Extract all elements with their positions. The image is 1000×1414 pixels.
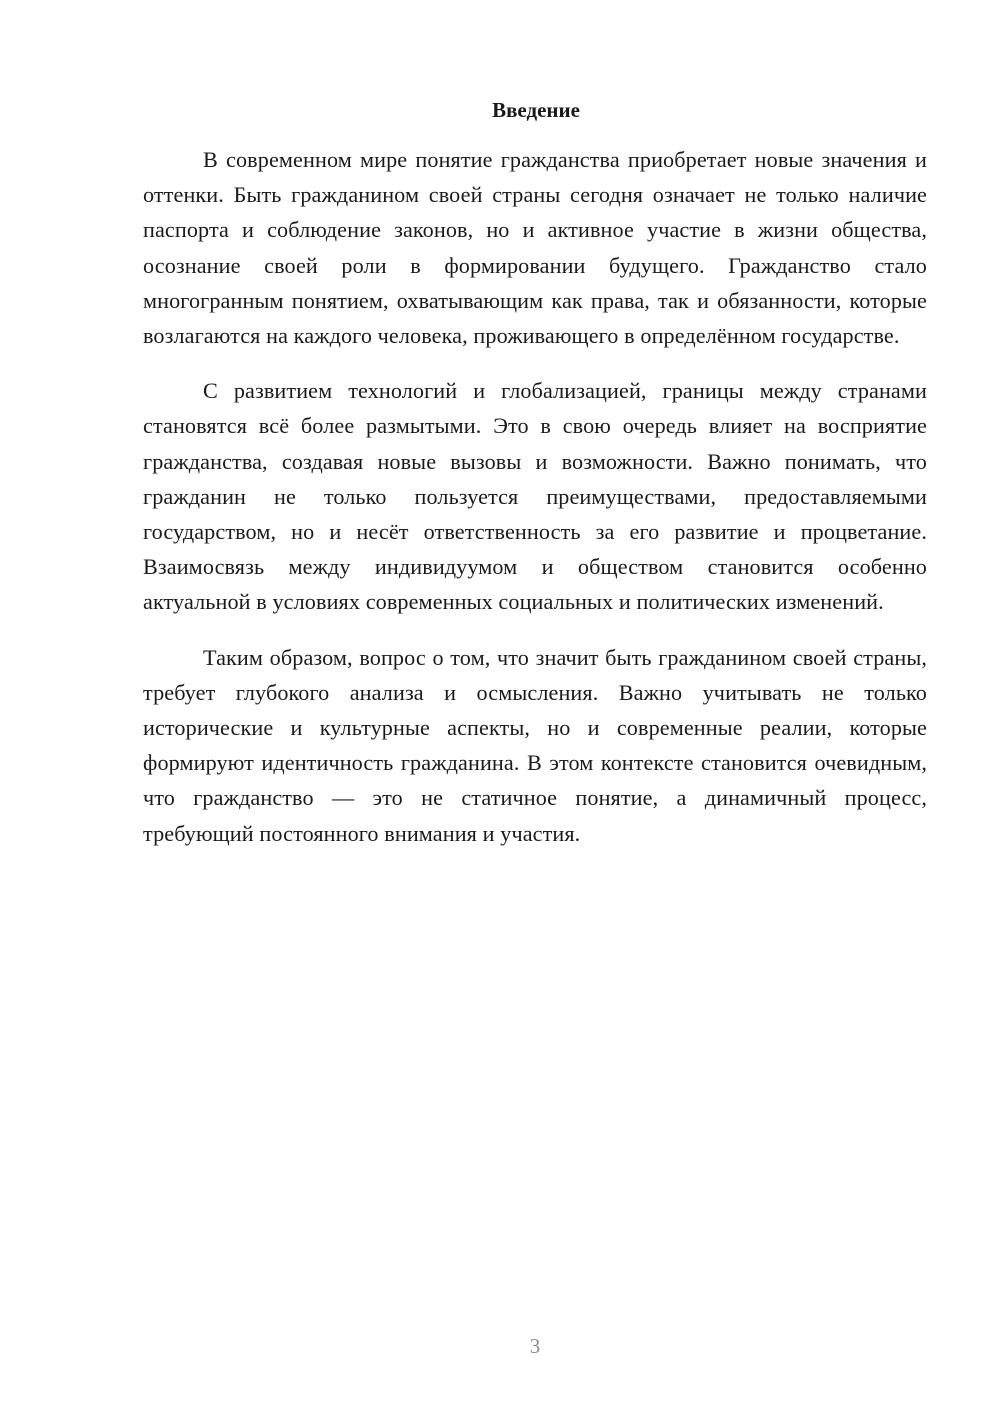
page-number: 3 — [529, 1334, 541, 1358]
section-heading: Введение — [492, 98, 580, 122]
paragraph: Таким образом, вопрос о том, что значит быть гражданином своей страны, требует глубокого анализа и осмысления. Важно учитывать не только исторические и культурные аспекты, но и современные реалии, которые формируют идентичность гражданина. В этом контексте становится очевидным, что гражданство — это не статичное понятие, а динамичный процесс, требующий постоянного внимания и участия. — [143, 644, 927, 846]
paragraph: В современном мире понятие гражданства приобретает новые значения и оттенки. Быть гражданином своей страны сегодня означает не только наличие паспорта и соблюдение законов, но и активное участие в жизни общества, осознание своей роли в формировании будущего. Гражданство стало многогранным понятием, охватывающим как права, так и обязанности, которые возлагаются на каждого человека, проживающего в определённом государстве. — [143, 147, 927, 349]
paragraph: С развитием технологий и глобализацией, границы между странами становятся всё более размытыми. Это в свою очередь влияет на восприятие гражданства, создавая новые вызовы и возможности. Важно понимать, что гражданин не только пользуется преимуществами, предоставляемыми государством, но и несёт ответственность за его развитие и процветание. Взаимосвязь между индивидуумом и обществом становится особенно актуальной в условиях современных социальных и политических изменений. — [143, 378, 927, 615]
body-text — [143, 142, 927, 871]
